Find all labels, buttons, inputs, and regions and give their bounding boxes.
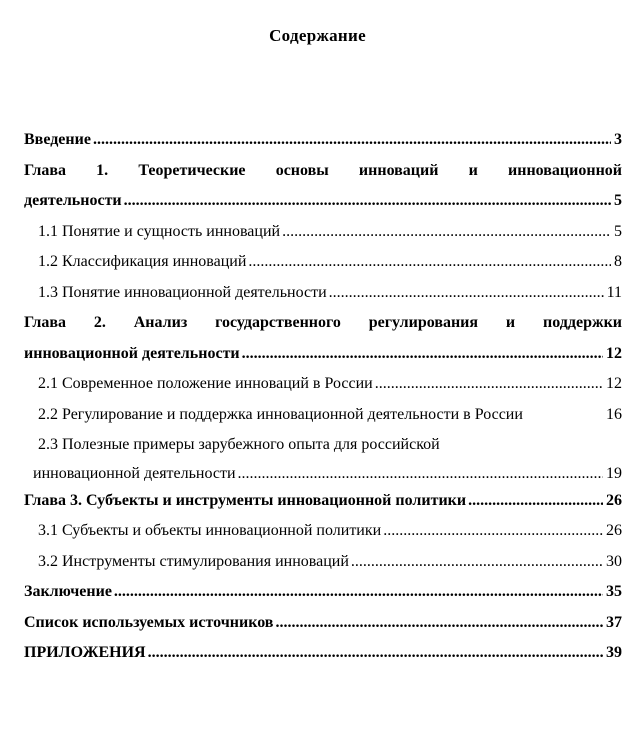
- toc-page-number: 12: [606, 375, 622, 392]
- toc-entry[interactable]: [24, 577, 622, 608]
- toc-entry[interactable]: [24, 217, 622, 248]
- toc-entry-label: Глава 3. Субъекты и инструменты инновационной политики: [24, 491, 467, 509]
- toc-dot-leader: [124, 186, 611, 217]
- toc-dot-leader: [383, 516, 603, 547]
- toc-dot-leader: [114, 577, 603, 608]
- toc-entry-label: 1.2 Классификация инноваций: [38, 253, 247, 270]
- toc-page-number: 19: [606, 464, 622, 482]
- toc-entry[interactable]: [24, 247, 622, 278]
- toc-entry[interactable]: [24, 308, 622, 369]
- toc-entry[interactable]: [24, 516, 622, 547]
- toc-dot-leader: [238, 461, 603, 486]
- toc-entry-text-line: Глава 1. Теоретические основы инноваций и инновационной: [24, 161, 622, 179]
- toc-dot-leader: [148, 638, 603, 669]
- toc-page-number: 35: [606, 583, 622, 600]
- toc-entry-label: Введение: [24, 131, 91, 148]
- toc-dot-leader: [375, 369, 603, 400]
- toc-entry[interactable]: [24, 278, 622, 309]
- toc-entry[interactable]: [24, 486, 622, 517]
- toc-entry-label: деятельности: [24, 192, 122, 209]
- toc-entry-label: ПРИЛОЖЕНИЯ: [24, 644, 146, 661]
- toc-page-number: 5: [614, 192, 622, 209]
- toc-dot-leader: [242, 339, 603, 370]
- toc-entry-label: 1.1 Понятие и сущность инноваций: [38, 222, 281, 240]
- toc-entry[interactable]: [24, 608, 622, 639]
- toc-page-number: 16: [606, 405, 622, 423]
- toc-page-number: 5: [614, 222, 622, 240]
- toc-page-number: 8: [614, 253, 622, 270]
- toc-entry-label: 2.1 Современное положение инноваций в России: [38, 375, 373, 392]
- page-title: Содержание: [269, 26, 366, 45]
- toc-list: [0, 125, 635, 669]
- toc-entry-text-line: 2.3 Полезные примеры зарубежного опыта для российской: [38, 436, 440, 453]
- toc-dot-leader: [468, 486, 603, 517]
- toc-dot-leader: [351, 547, 603, 578]
- toc-dot-leader: [248, 247, 611, 278]
- toc-dot-leader: [275, 608, 603, 639]
- toc-entry-label: Список используемых источников: [24, 613, 274, 631]
- toc-page-number: 39: [606, 644, 622, 661]
- toc-entry[interactable]: [24, 125, 622, 156]
- toc-page-number: 26: [606, 522, 622, 539]
- toc-page-number: 37: [606, 613, 622, 631]
- toc-entry-label: 2.2 Регулирование и поддержка инновационной деятельности в России: [38, 405, 523, 423]
- toc-entry-text-line: Глава 2. Анализ государственного регулирования и поддержки: [24, 314, 622, 331]
- toc-dot-leader: [93, 125, 611, 156]
- toc-entry[interactable]: [24, 430, 622, 486]
- toc-entry-label: Заключение: [24, 583, 112, 600]
- toc-entry-label: 1.3 Понятие инновационной деятельности: [38, 283, 327, 301]
- toc-dot-leader: [282, 217, 611, 248]
- toc-entry[interactable]: [24, 400, 622, 431]
- toc-entry[interactable]: [24, 156, 622, 217]
- toc-page-number: 12: [606, 344, 622, 362]
- toc-entry-label: инновационной деятельности: [33, 464, 236, 482]
- toc-entry[interactable]: [24, 547, 622, 578]
- toc-page-number: 26: [606, 491, 622, 509]
- toc-entry-label: 3.2 Инструменты стимулирования инноваций: [38, 552, 349, 570]
- toc-entry-label: 3.1 Субъекты и объекты инновационной политики: [38, 522, 382, 539]
- toc-dot-leader: [329, 278, 604, 309]
- toc-page-number: 11: [606, 283, 622, 301]
- toc-entry[interactable]: [24, 369, 622, 400]
- toc-page-number: 3: [614, 131, 622, 148]
- toc-page-number: 30: [606, 552, 622, 570]
- toc-entry[interactable]: [24, 638, 622, 669]
- toc-entry-label: инновационной деятельности: [24, 344, 240, 362]
